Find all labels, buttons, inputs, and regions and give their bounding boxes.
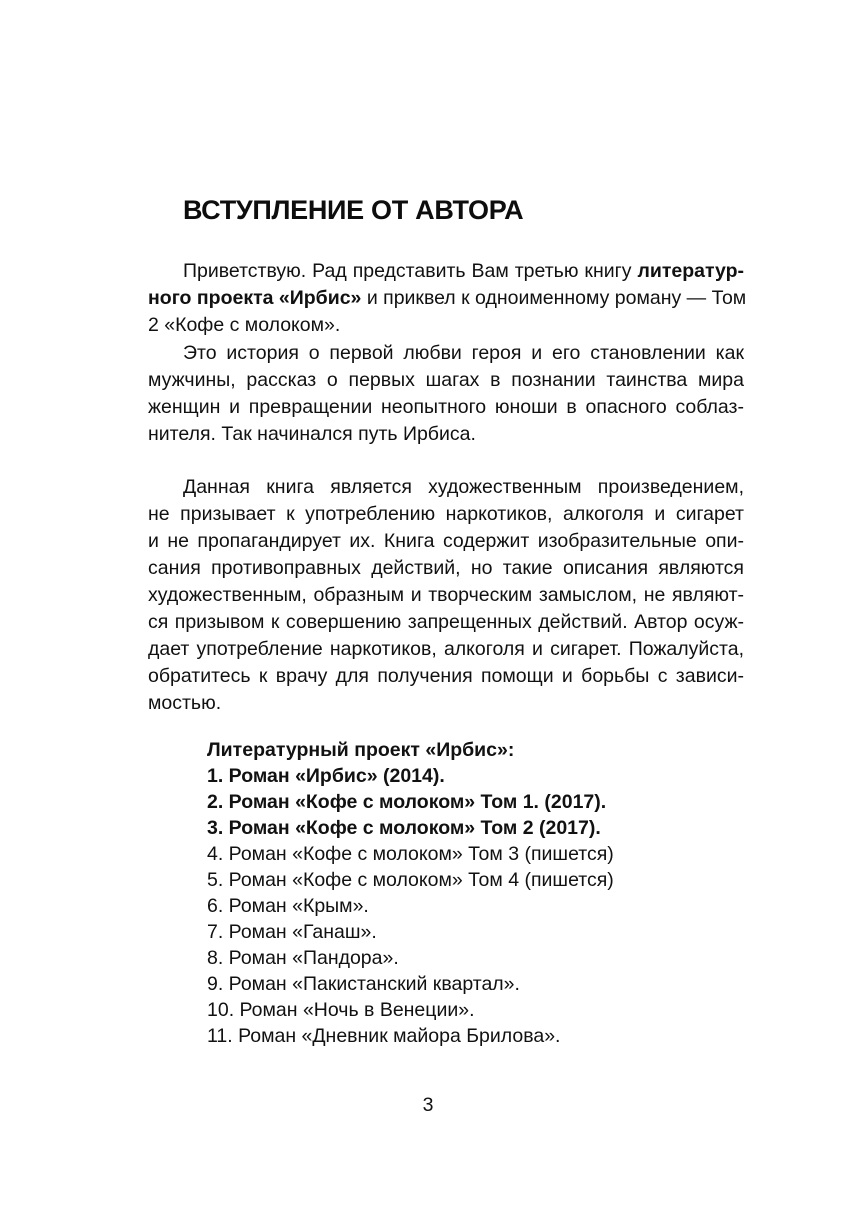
list-item: 6. Роман «Крым». bbox=[207, 895, 369, 917]
paragraph-line: не призывает к употреблению наркотиков, алкоголя и сигарет bbox=[148, 503, 744, 525]
paragraph-line: 2 «Кофе с молоком». bbox=[148, 314, 341, 336]
paragraph-line: художественным, образным и творческим замыслом, не являют- bbox=[148, 584, 744, 606]
text-run: и приквел к одноименному роману — Том bbox=[361, 287, 747, 309]
paragraph-line: нителя. Так начинался путь Ирбиса. bbox=[148, 423, 476, 445]
paragraph-line bbox=[148, 258, 744, 285]
list-item: 5. Роман «Кофе с молоком» Том 4 (пишется) bbox=[207, 869, 614, 891]
project-list-title: Литературный проект «Ирбис»: bbox=[207, 739, 515, 761]
paragraph-line: мостью. bbox=[148, 692, 222, 714]
list-item: 11. Роман «Дневник майора Брилова». bbox=[207, 1025, 561, 1047]
page-number: 3 bbox=[422, 1094, 434, 1116]
paragraph-intro bbox=[148, 258, 747, 339]
list-item: 2. Роман «Кофе с молоком» Том 1. (2017). bbox=[207, 791, 607, 813]
paragraph-story bbox=[148, 340, 744, 448]
paragraph-line: и не пропагандирует их. Книга содержит изобразительные опи- bbox=[148, 530, 744, 552]
paragraph-line: женщин и превращении неопытного юноши в опасного соблаз- bbox=[148, 396, 744, 418]
list-item: 1. Роман «Ирбис» (2014). bbox=[207, 765, 445, 787]
paragraph-line: обратитесь к врачу для получения помощи и борьбы с зависи- bbox=[148, 665, 744, 687]
paragraph-disclaimer bbox=[148, 474, 744, 717]
paragraph-line: дает употребление наркотиков, алкоголя и сигарет. Пожалуйста, bbox=[148, 638, 744, 660]
project-list bbox=[207, 737, 727, 1049]
list-item: 3. Роман «Кофе с молоком» Том 2 (2017). bbox=[207, 817, 601, 839]
list-item: 9. Роман «Пакистанский квартал». bbox=[207, 973, 520, 995]
paragraph-line bbox=[148, 285, 747, 312]
chapter-heading: ВСТУПЛЕНИЕ ОТ АВТОРА bbox=[183, 195, 524, 225]
paragraph-line: ся призывом к совершению запрещенных действий. Автор осуж- bbox=[148, 611, 744, 633]
list-item: 7. Роман «Ганаш». bbox=[207, 921, 377, 943]
paragraph-line: сания противоправных действий, но такие описания являются bbox=[148, 557, 744, 579]
paragraph-line: Данная книга является художественным произведением, bbox=[183, 476, 744, 498]
list-item: 10. Роман «Ночь в Венеции». bbox=[207, 999, 475, 1021]
bold-text-run: литератур- bbox=[637, 260, 744, 282]
list-item: 8. Роман «Пандора». bbox=[207, 947, 399, 969]
paragraph-line: Это история о первой любви героя и его становлении как bbox=[183, 342, 744, 364]
list-item: 4. Роман «Кофе с молоком» Том 3 (пишется) bbox=[207, 843, 614, 865]
text-run: Приветствую. Рад представить Вам третью книгу bbox=[183, 260, 638, 282]
paragraph-line: мужчины, рассказ о первых шагах в познании таинства мира bbox=[148, 369, 744, 391]
bold-text-run: ного проекта «Ирбис» bbox=[148, 287, 362, 309]
